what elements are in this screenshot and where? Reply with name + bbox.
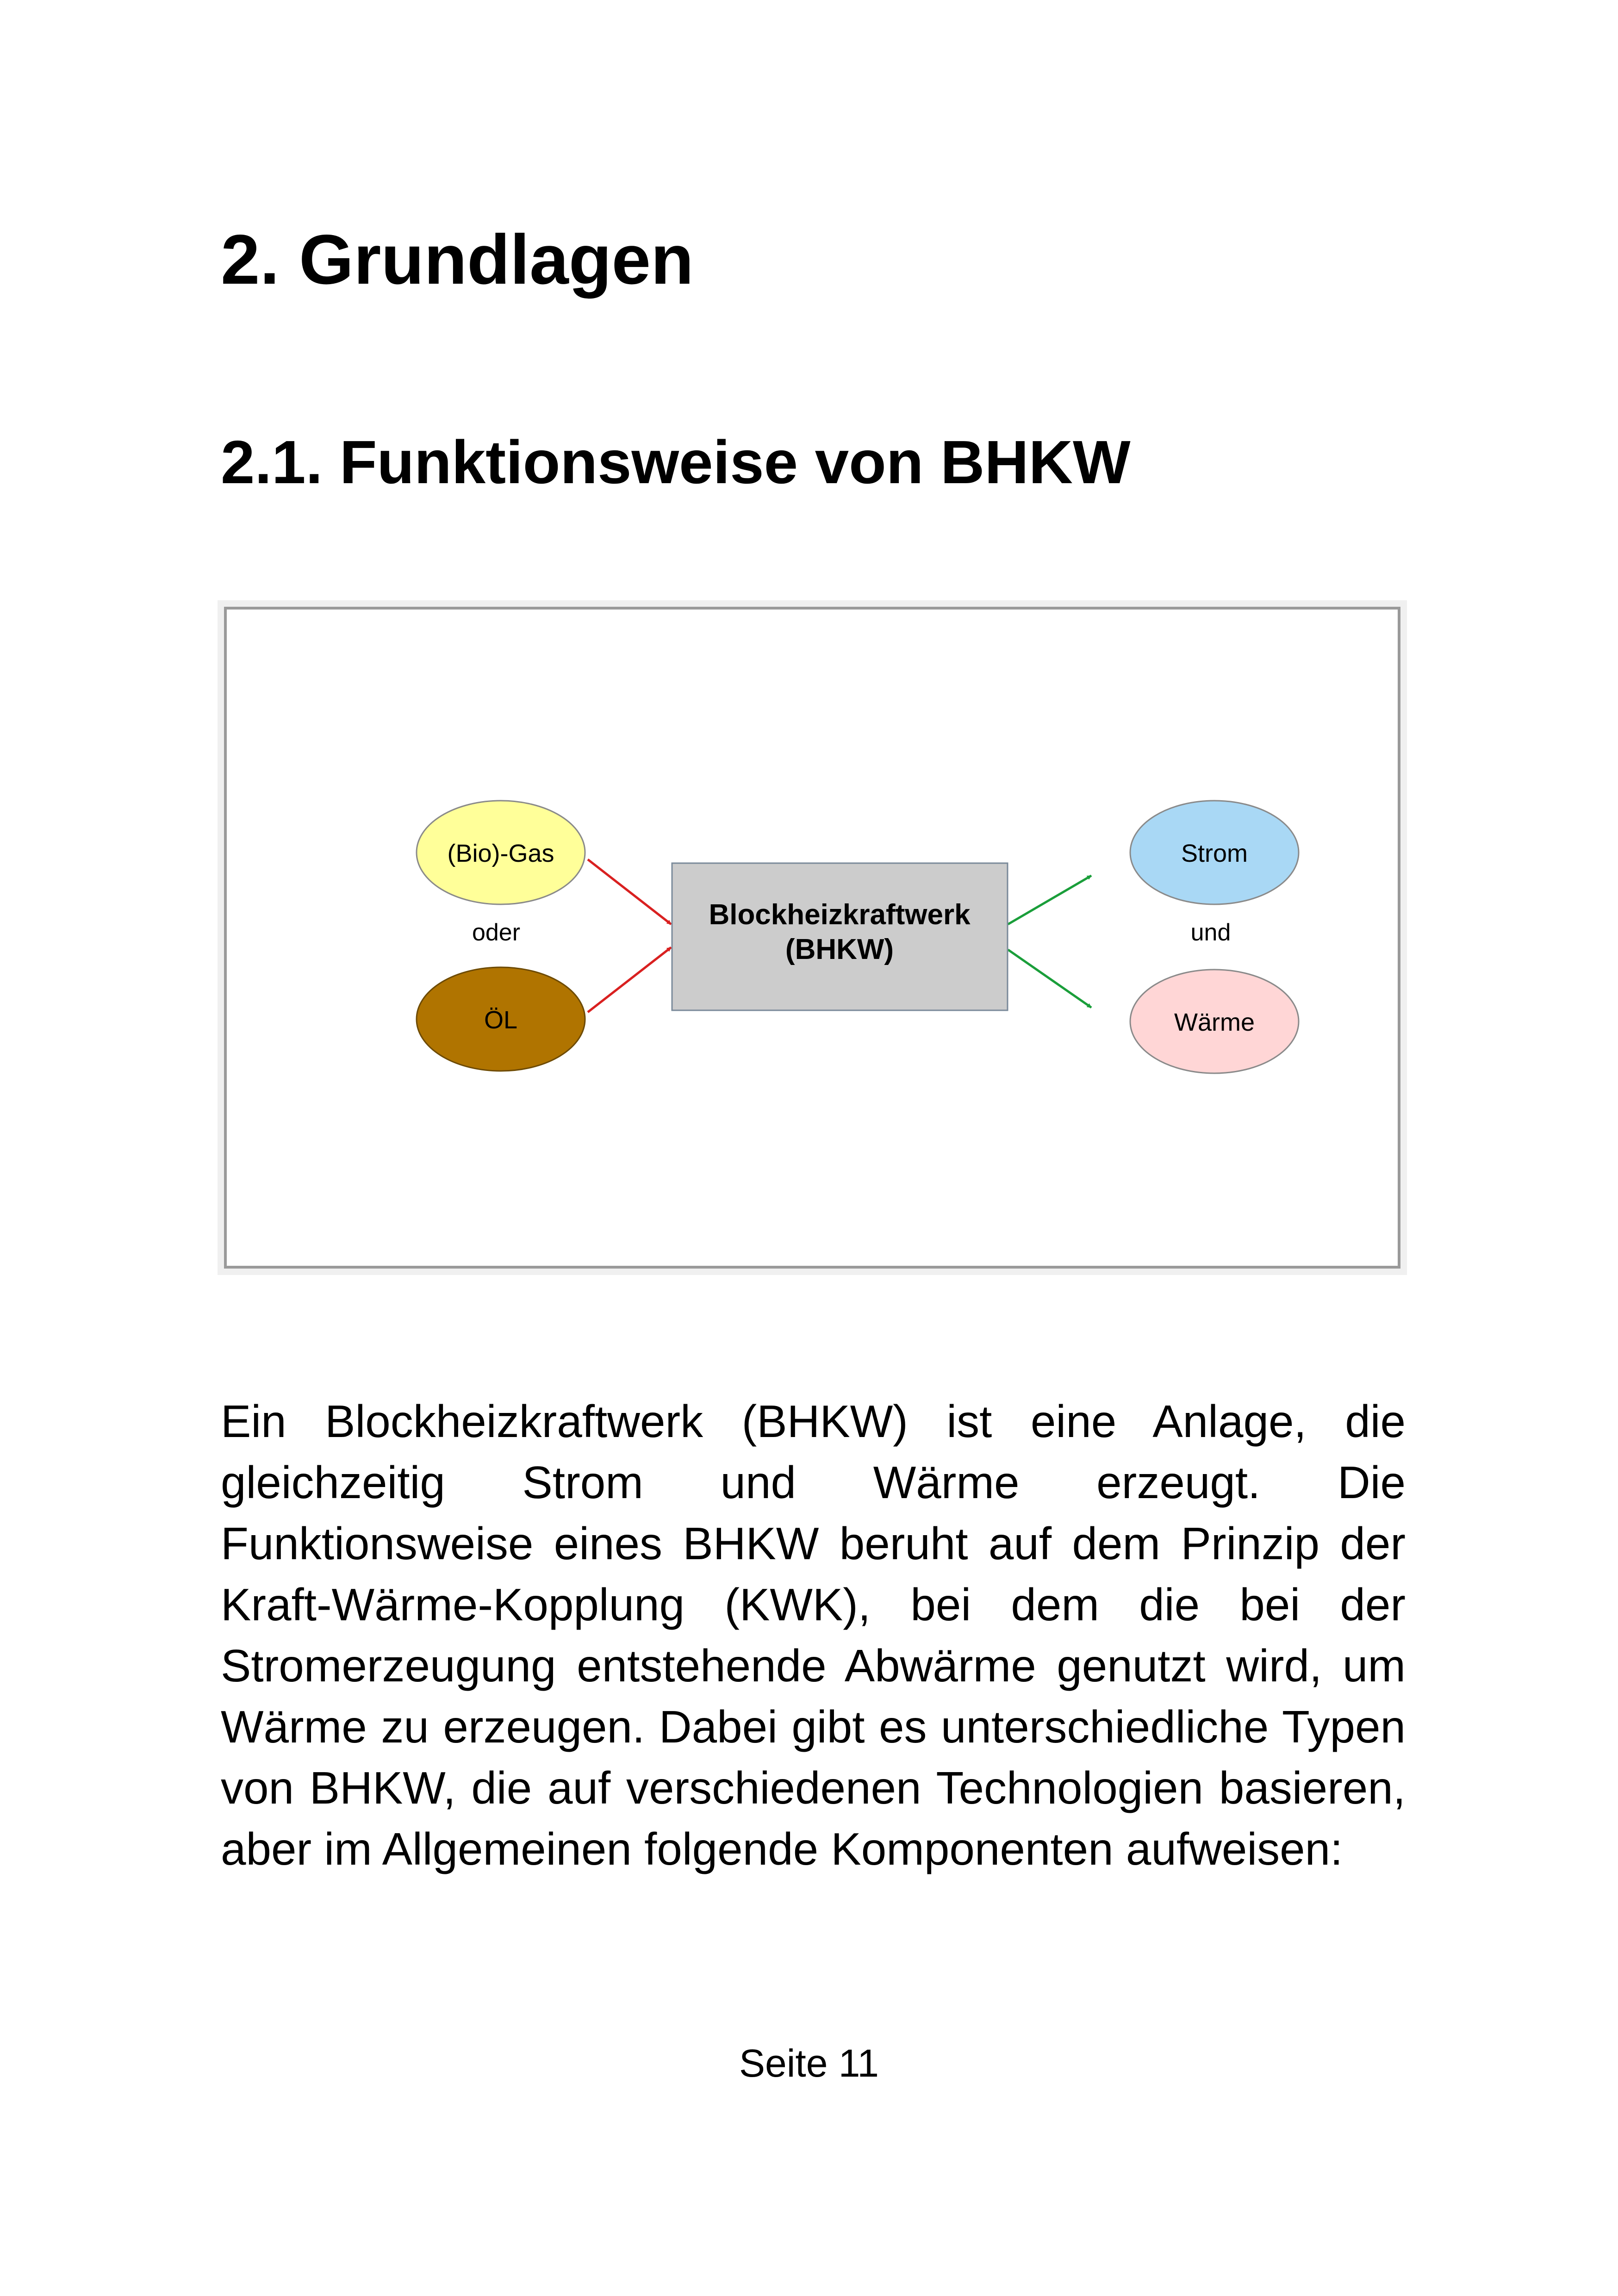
section-heading: 2.1. Funktionsweise von BHKW <box>221 428 1131 496</box>
input-connector-label: oder <box>472 919 521 946</box>
gas-label: (Bio)-Gas <box>447 840 554 867</box>
arrow-oil-to-bhkw <box>588 947 671 1012</box>
diagram-frame <box>224 607 1400 1269</box>
body-paragraph: Ein Blockheizkraftwerk (BHKW) ist eine Anlage, die gleichzeitig Strom und Wärme erzeugt. Die Funktionsweise eines BHKW beruht auf dem Prinzip der Kraft-Wärme-Kopplung (KWK), bei dem die bei der Stromerzeugung entstehende Abwärme genutzt wird, um Wärme zu erzeugen. Dabei gibt es unterschiedliche Typen von BHKW, die auf verschiedenen Technologien basieren, aber im Allgemeinen folgende Komponenten aufweisen: <box>221 1396 1406 1874</box>
arrow-bhkw-to-strom <box>1008 876 1091 924</box>
waerme-label: Wärme <box>1174 1008 1255 1036</box>
arrow-gas-to-bhkw <box>588 859 671 924</box>
strom-label: Strom <box>1181 840 1248 867</box>
bhkw-label-line1: Blockheizkraftwerk <box>709 899 971 931</box>
page-number: Seite 11 <box>739 2041 879 2085</box>
oil-label: ÖL <box>484 1006 518 1034</box>
chapter-heading: 2. Grundlagen <box>221 220 694 299</box>
arrow-bhkw-to-waerme <box>1008 950 1091 1008</box>
output-connector-label: und <box>1190 919 1231 946</box>
bhkw-diagram <box>227 610 1398 1266</box>
bhkw-label-line2: (BHKW) <box>785 933 894 965</box>
bhkw-diagram-figure <box>218 600 1407 1275</box>
